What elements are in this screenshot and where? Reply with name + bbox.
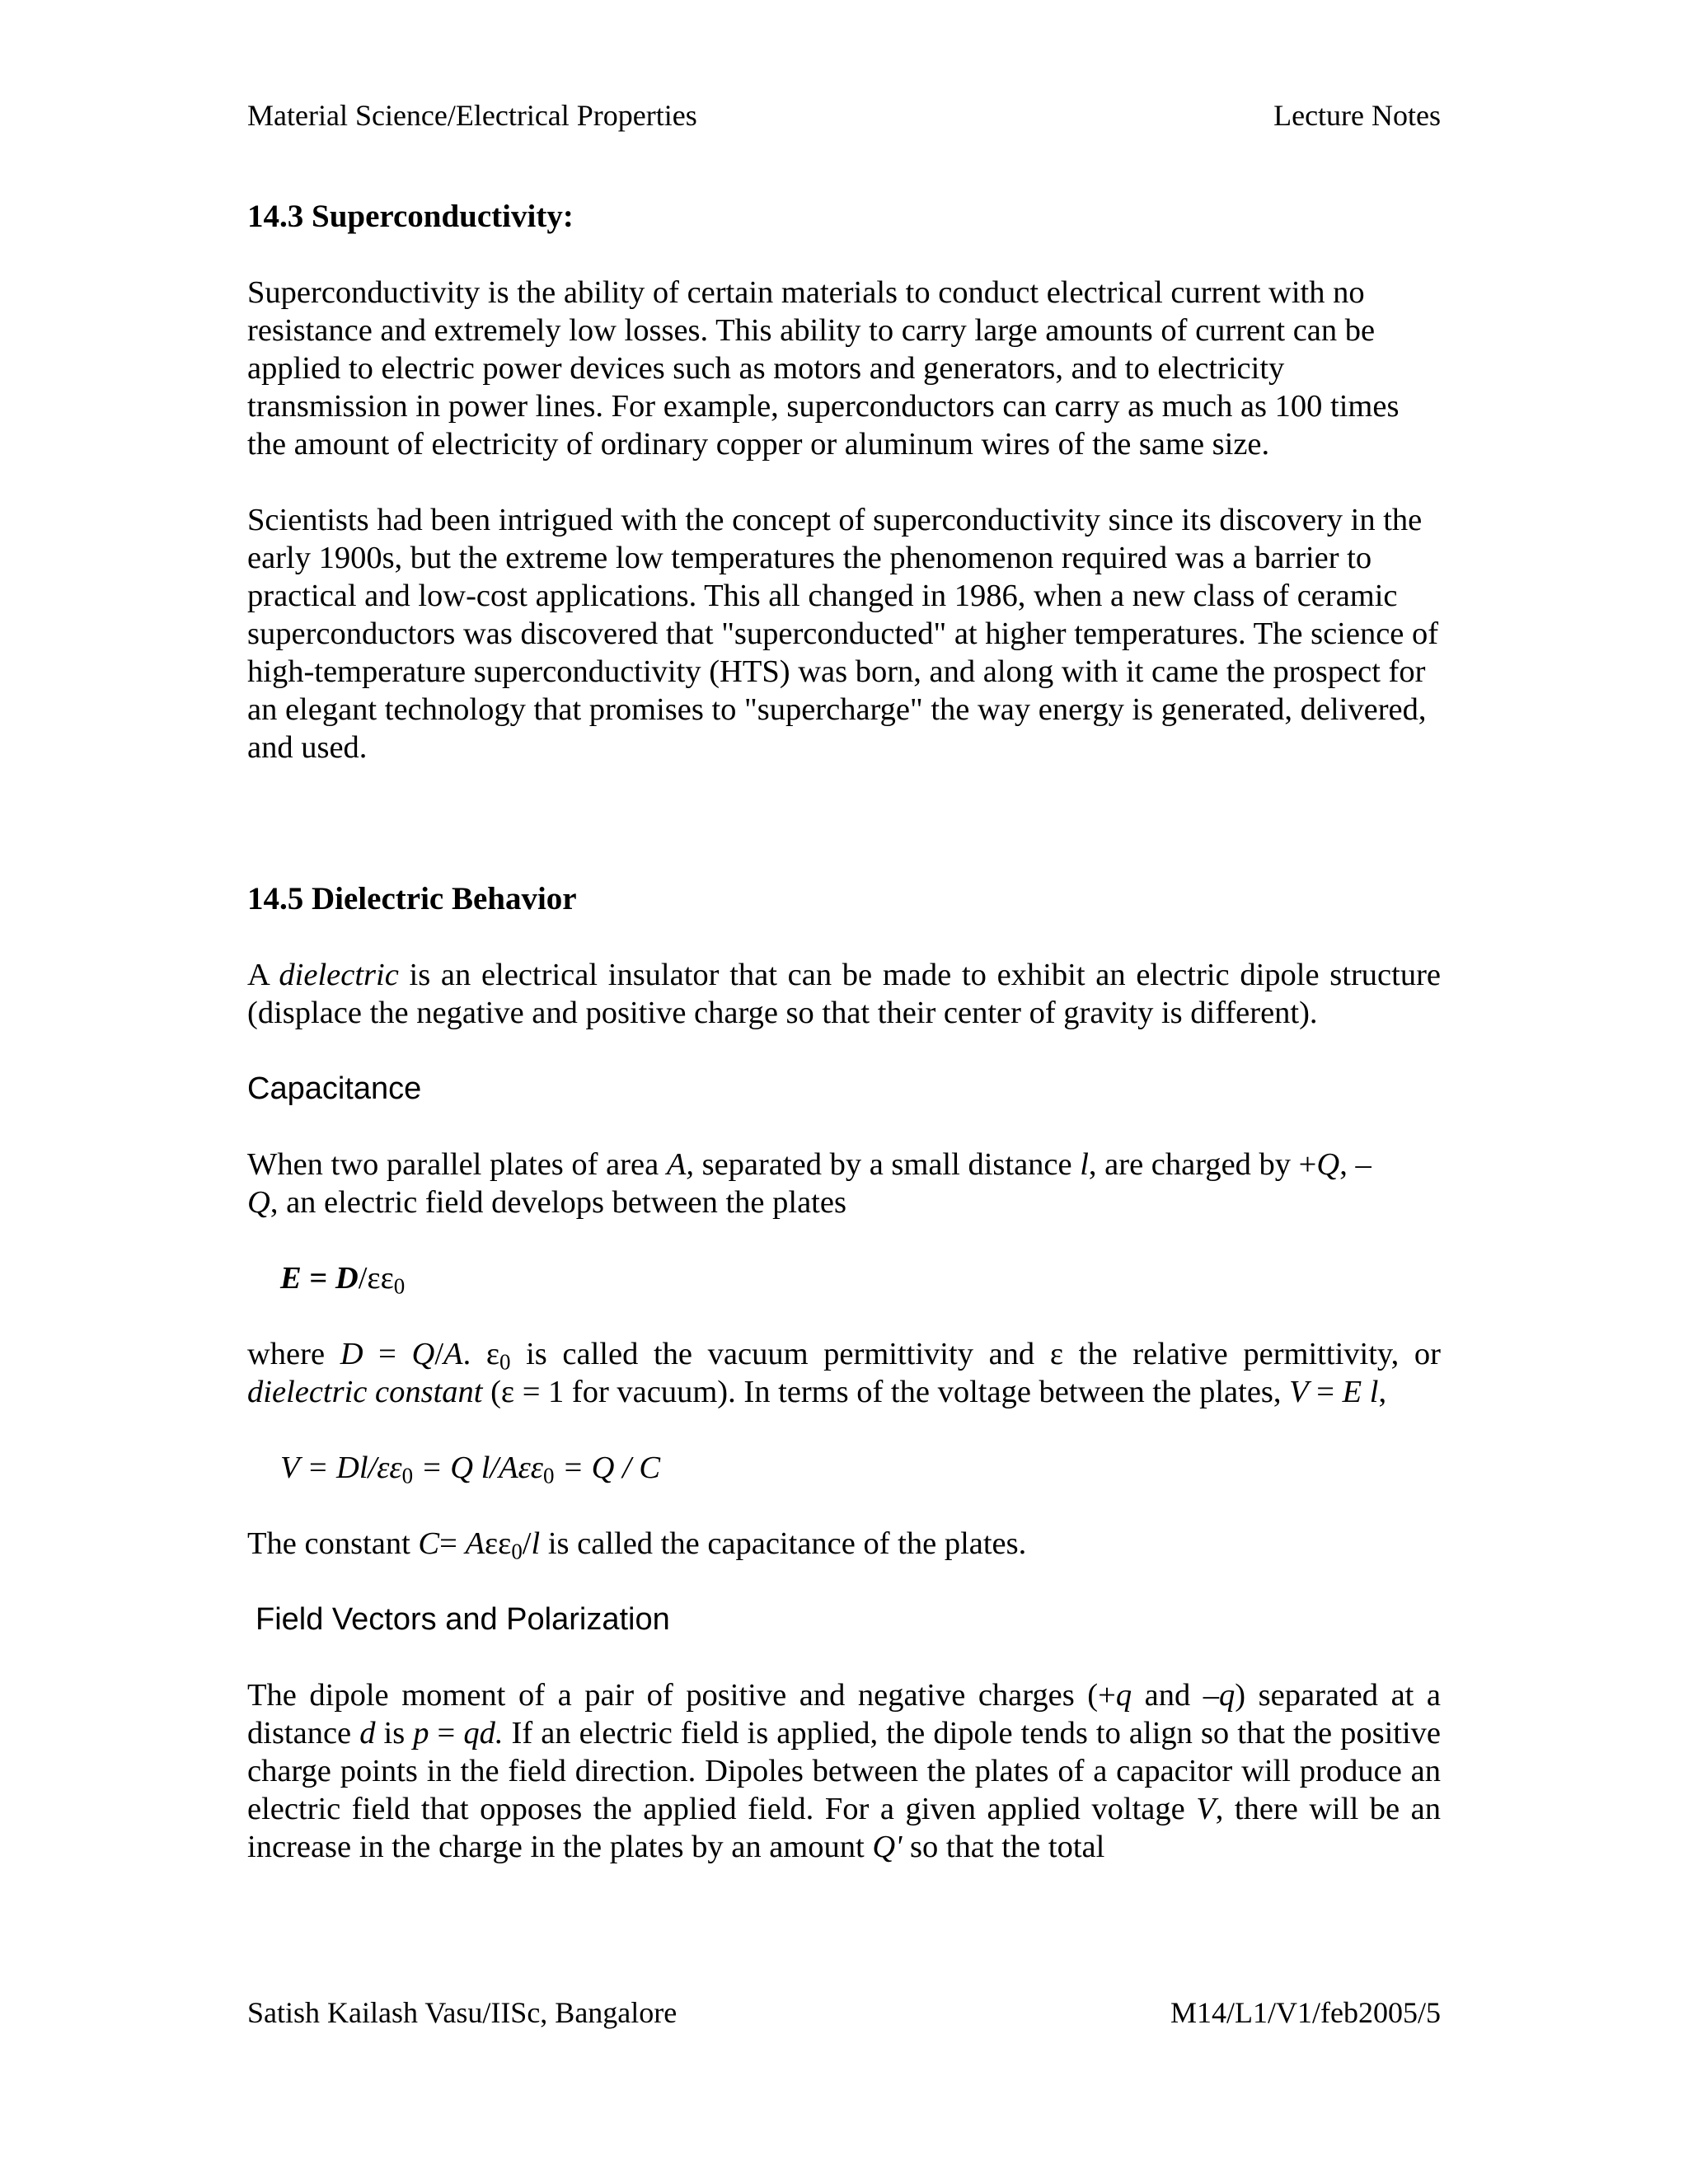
paragraph-capacitance-2	[247, 1335, 1441, 1411]
text-run: separated by a small distance	[693, 1147, 1081, 1182]
text-run: , there will be an increase in the charge in the plates by an amount	[247, 1792, 1442, 1864]
text-run: , an electric field develops between the plates	[270, 1185, 846, 1220]
text-run: (ε = 1 for vacuum). In terms of the voltage between the plates,	[482, 1375, 1290, 1409]
text-run: is called the capacitance of the plates.	[540, 1526, 1027, 1561]
page-header	[247, 97, 1441, 138]
symbol-Q-prime: Q'	[872, 1830, 903, 1864]
text-run: , –	[1339, 1147, 1372, 1182]
subscript-zero: 0	[401, 1463, 414, 1488]
term-dielectric: dielectric	[279, 958, 399, 992]
page-footer	[247, 1994, 1441, 2036]
text-run: = Q l/Aεε	[413, 1451, 543, 1485]
text-run: /	[434, 1337, 444, 1371]
paragraph-field-vectors	[247, 1676, 1441, 1866]
text-run: . ε	[462, 1337, 499, 1371]
text-run: is an electrical insulator that can be made to exhibit an electric dipole structure (displace the negative and positive charge so that their center of gravity is different).	[247, 958, 1441, 1030]
text-run: ) separated at a distance	[247, 1678, 1442, 1750]
subheading-capacitance: Capacitance	[247, 1071, 422, 1106]
text-run: =	[439, 1526, 466, 1561]
paragraph-dielectric	[247, 956, 1441, 1032]
term-dielectric-constant: dielectric constant	[247, 1375, 483, 1409]
paragraph-capacitance-1	[247, 1146, 1441, 1221]
text-run: where	[247, 1337, 340, 1371]
symbol-A: A,	[666, 1147, 694, 1182]
paragraph-capacitance-3	[247, 1525, 1441, 1563]
symbol-l: l	[1080, 1147, 1089, 1182]
symbol-q: q	[1219, 1678, 1236, 1713]
text-run: is called the vacuum permittivity and ε the relative permittivity, or	[510, 1337, 1441, 1371]
text-run: /εε	[358, 1261, 394, 1296]
symbol-d: d	[359, 1716, 376, 1750]
subscript-zero: 0	[393, 1273, 406, 1299]
text-run: =	[429, 1716, 464, 1750]
page-content	[247, 198, 1441, 1866]
symbol-l: l	[531, 1526, 541, 1561]
text-run: and –	[1132, 1678, 1220, 1713]
text-run: εε	[484, 1526, 512, 1561]
text-run: =	[1308, 1375, 1343, 1409]
text-run: = Q / C	[554, 1451, 661, 1485]
header-left: Material Science/Electrical Properties	[247, 99, 697, 132]
paragraph-superconductivity-2: Scientists had been intrigued with the concept of superconductivity since its discovery in the early 1900s, but the extreme low temperatures the phenomenon required was a barrier to practical and low-cost applications. This all changed in 1986, when a new class of ceramic superconductors was discovered that "superconducted" at higher temperatures. The science of high-temperature superconductivity (HTS) was born, and along with it came the prospect for an elegant technology that promises to "supercharge" the way energy is generated, delivered, and used.	[247, 503, 1439, 765]
symbol-D: D	[335, 1261, 359, 1296]
equation-electric-field	[280, 1259, 1441, 1297]
text-run: /	[522, 1526, 532, 1561]
text-run: ,	[1378, 1375, 1387, 1409]
symbol-E: E	[280, 1261, 302, 1296]
symbol-p: p	[413, 1716, 429, 1750]
section-heading-dielectric: 14.5 Dielectric Behavior	[247, 881, 577, 916]
symbol-V: V	[1196, 1792, 1216, 1826]
text-run: The dipole moment of a pair of positive and negative charges (+	[247, 1678, 1116, 1713]
text-run: If an electric field is applied, the dipole tends to align so that the positive charge points in the field direction. Dipoles between the plates of a capacitor will produce an electric field that opposes the applied field. For a given applied voltage	[247, 1716, 1442, 1826]
text-run: V = Dl/εε	[280, 1451, 402, 1485]
subscript-zero: 0	[499, 1349, 511, 1375]
footer-right: M14/L1/V1/feb2005/5	[1170, 1996, 1441, 2029]
symbol-V: V	[1289, 1375, 1309, 1409]
text-run: =	[301, 1261, 335, 1296]
subscript-zero: 0	[542, 1463, 555, 1488]
symbol-El: E l	[1342, 1375, 1379, 1409]
symbol-D: D	[340, 1337, 363, 1371]
section-heading-superconductivity: 14.3 Superconductivity:	[247, 199, 574, 234]
symbol-C: C	[418, 1526, 440, 1561]
symbol-qd: qd.	[463, 1716, 504, 1750]
text-run: When two parallel plates of area	[247, 1147, 667, 1182]
symbol-Q: Q	[411, 1337, 435, 1371]
text-run: =	[363, 1337, 412, 1371]
symbol-Q: Q	[247, 1185, 270, 1220]
header-right: Lecture Notes	[1273, 99, 1441, 132]
symbol-Q: Q	[1316, 1147, 1340, 1182]
subheading-field-vectors: Field Vectors and Polarization	[256, 1602, 670, 1637]
text-run: , are charged by +	[1088, 1147, 1317, 1182]
subscript-zero: 0	[511, 1539, 523, 1564]
text-run: A	[247, 958, 279, 992]
symbol-q: q	[1115, 1678, 1132, 1713]
text-run: is	[375, 1716, 414, 1750]
equation-voltage	[280, 1449, 1441, 1487]
paragraph-superconductivity-1: Superconductivity is the ability of certain materials to conduct electrical current with no resistance and extremely low losses. This ability to carry large amounts of current can be applied to electric power devices such as motors and generators, and to electricity transmission in power lines. For example, superconductors can carry as much as 100 times the amount of electricity of ordinary copper or aluminum wires of the same size.	[247, 275, 1400, 462]
footer-left: Satish Kailash Vasu/IISc, Bangalore	[247, 1996, 678, 2029]
text-run: so that the total	[902, 1830, 1105, 1864]
symbol-A: A	[443, 1337, 463, 1371]
symbol-A: A	[465, 1526, 485, 1561]
text-run: The constant	[247, 1526, 419, 1561]
